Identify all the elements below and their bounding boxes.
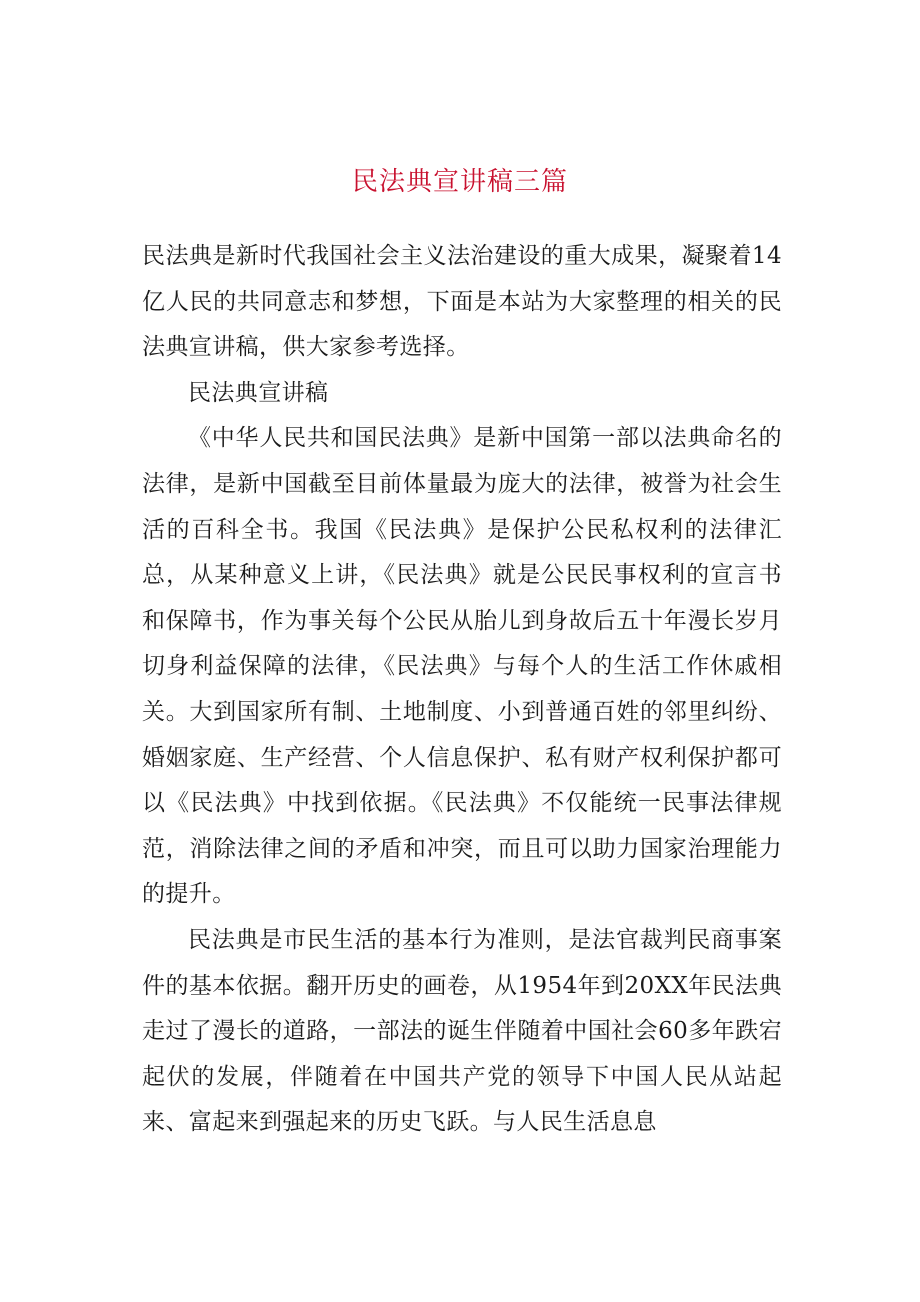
body-paragraph-1: 《中华人民共和国民法典》是新中国第一部以法典命名的法律，是新中国截至目前体量最为庞大的法律，被誉为社会生活的百科全书。我国《民法典》是保护公民私权利的法律汇总，从某种意义上讲，《民法典》就是公民民事权利的宣言书和保障书，作为事关每个公民从胎儿到身故后五十年漫长岁月切身利益保障的法律，《民法典》与每个人的生活工作休戚相关。大到国家所有制、土地制度、小到普通百姓的邻里纠纷、婚姻家庭、生产经营、个人信息保护、私有财产权利保护都可以《民法典》中找到依据。《民法典》不仅能统一民事法律规范，消除法律之间的矛盾和冲突，而且可以助力国家治理能力的提升。 bbox=[142, 425, 782, 908]
document-body bbox=[142, 234, 782, 1146]
document-title: 民法典宣讲稿三篇 bbox=[351, 167, 568, 197]
body-paragraph-2: 民法典是市民生活的基本行为准则，是法官裁判民商事案件的基本依据。翻开历史的画卷，从1954年到20XX年民法典走过了漫长的道路，一部法的诞生伴随着中国社会60多年跌宕起伏的发展，伴随着在中国共产党的领导下中国人民从站起来、富起来到强起来的历史飞跃。与人民生活息息 bbox=[142, 926, 782, 1136]
section-heading: 民法典宣讲稿 bbox=[188, 379, 329, 406]
intro-paragraph: 民法典是新时代我国社会主义法治建设的重大成果，凝聚着14亿人民的共同意志和梦想，下面是本站为大家整理的相关的民法典宣讲稿，供大家参考选择。 bbox=[142, 243, 782, 361]
